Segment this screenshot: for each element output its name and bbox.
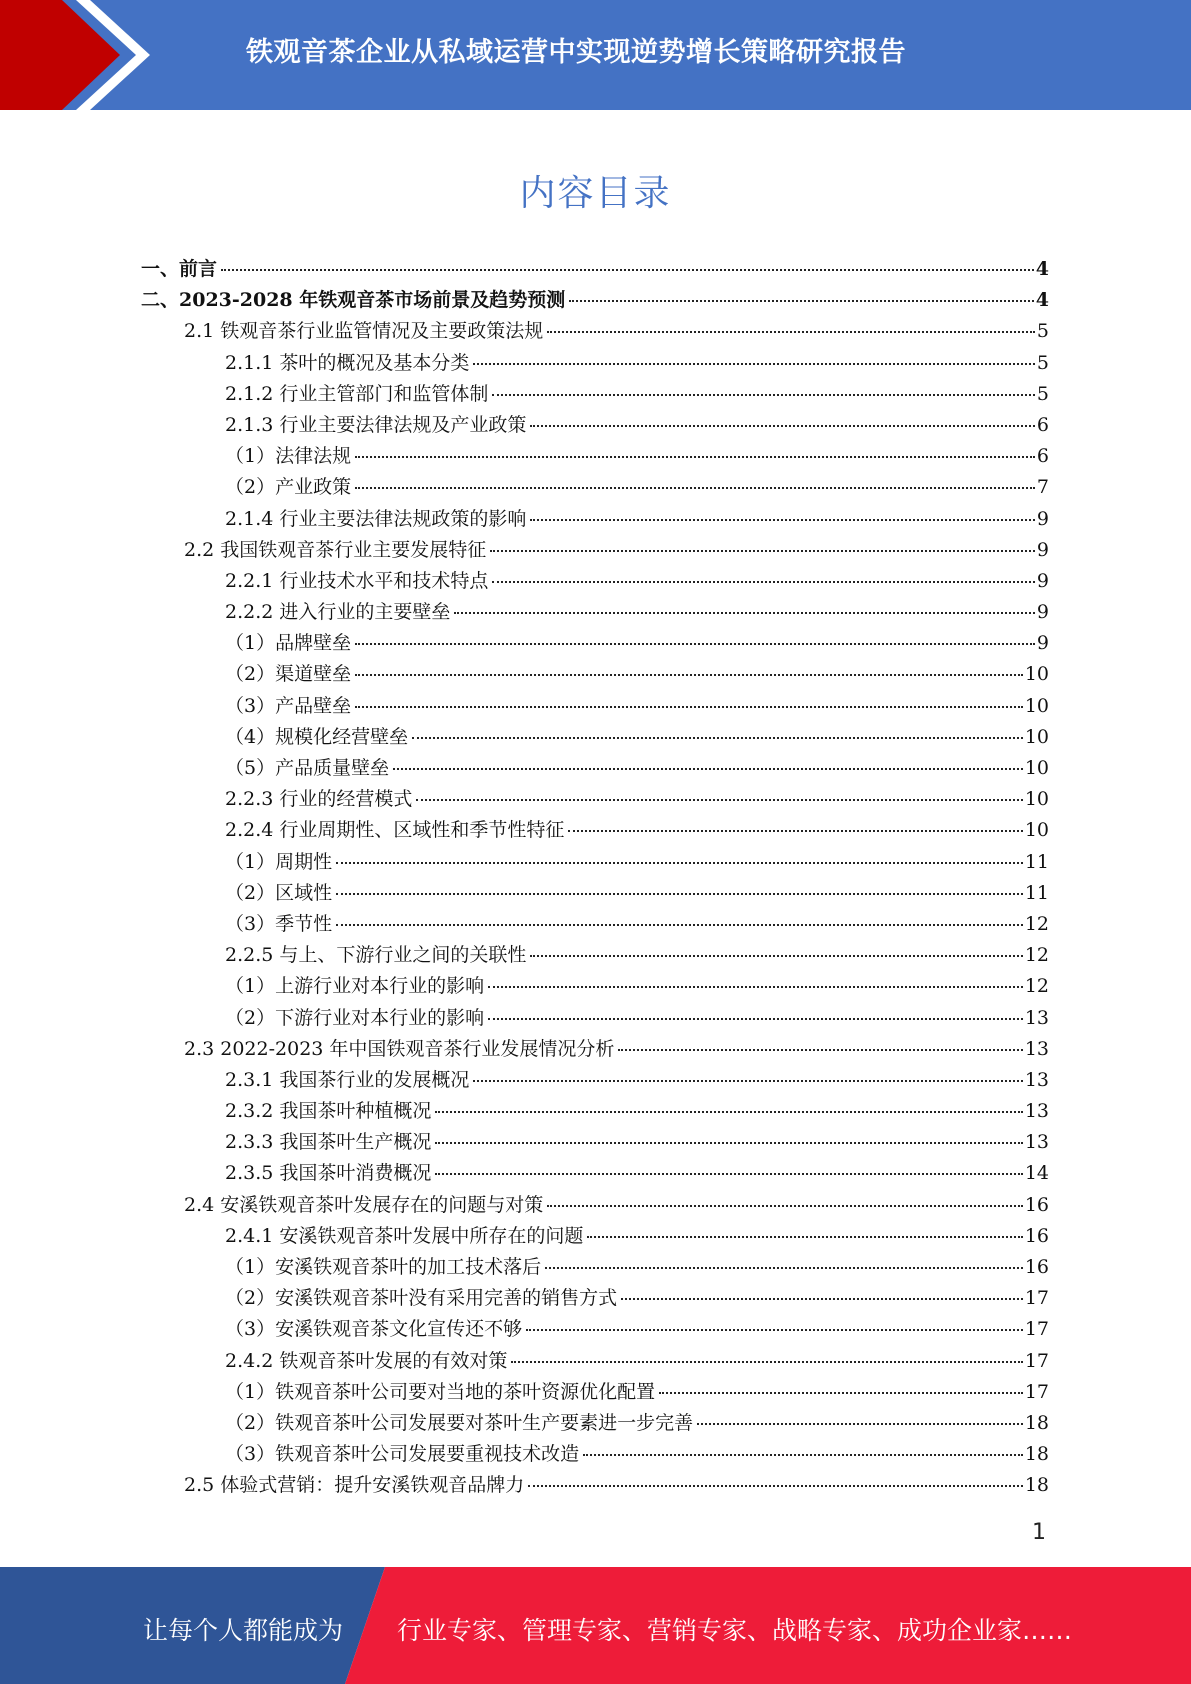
toc-entry-label: （3）安溪铁观音茶文化宣传还不够 (225, 1318, 523, 1341)
toc-dot-leader (454, 612, 1035, 614)
toc-entry-page: 11 (1024, 881, 1049, 904)
toc-dot-leader (416, 799, 1022, 801)
toc-entry-page: 5 (1036, 382, 1049, 405)
toc-entry-page: 5 (1036, 351, 1049, 374)
toc-entry-label: （1）铁观音茶叶公司要对当地的茶叶资源优化配置 (225, 1380, 656, 1403)
toc-entry-label: （4）规模化经营壁垒 (225, 725, 409, 748)
toc-entry-page: 6 (1036, 445, 1049, 468)
toc-entry[interactable] (141, 1408, 1049, 1439)
toc-entry-page: 10 (1024, 663, 1049, 686)
toc-entry[interactable] (141, 441, 1049, 472)
toc-entry-label: 2.2.4 行业周期性、区域性和季节性特征 (225, 819, 565, 842)
toc-entry[interactable] (141, 472, 1049, 503)
toc-entry[interactable] (141, 1314, 1049, 1345)
toc-dot-leader (511, 1361, 1022, 1363)
toc-entry-page: 16 (1024, 1256, 1049, 1278)
toc-entry[interactable] (141, 659, 1049, 690)
toc-dot-leader (355, 706, 1023, 708)
page-number: 1 (1032, 1520, 1046, 1545)
toc-entry-page: 10 (1024, 757, 1049, 779)
toc-entry-label: （2）下游行业对本行业的影响 (225, 1006, 485, 1029)
toc-entry-label: 2.1.1 茶叶的概况及基本分类 (225, 351, 470, 374)
toc-entry[interactable] (141, 1377, 1049, 1408)
toc-entry-page: 7 (1036, 476, 1049, 499)
toc-entry-page: 12 (1024, 944, 1049, 967)
toc-entry-label: 2.2 我国铁观音茶行业主要发展特征 (184, 538, 487, 561)
toc-entry[interactable] (141, 316, 1049, 347)
toc-entry-label: （2）渠道壁垒 (225, 663, 352, 686)
toc-entry-page: 11 (1024, 850, 1049, 873)
toc-entry-label: （1）上游行业对本行业的影响 (225, 975, 485, 998)
toc-entry[interactable] (141, 1190, 1049, 1221)
toc-entry-page: 6 (1036, 413, 1049, 436)
toc-entry[interactable] (141, 784, 1049, 815)
toc-entry-label: （1）周期性 (225, 850, 333, 873)
toc-dot-leader (547, 331, 1035, 333)
toc-entry-page: 13 (1024, 1006, 1049, 1029)
toc-entry-label: （1）法律法规 (225, 445, 352, 468)
toc-entry-page: 9 (1036, 569, 1049, 592)
toc-entry-label: （3）季节性 (225, 912, 333, 935)
report-title: 铁观音茶企业从私域运营中实现逆势增长策略研究报告 (246, 37, 906, 68)
toc-entry[interactable] (141, 535, 1049, 566)
toc-entry[interactable] (141, 1221, 1049, 1252)
toc-entry-page: 10 (1024, 725, 1049, 748)
toc-entry-page: 17 (1024, 1349, 1049, 1372)
toc-entry-label: 2.3.1 我国茶行业的发展概况 (225, 1068, 470, 1091)
toc-entry-label: （2）安溪铁观音茶叶没有采用完善的销售方式 (225, 1287, 618, 1310)
toc-entry[interactable] (141, 722, 1049, 753)
toc-entry-page: 18 (1024, 1411, 1049, 1434)
toc-entry-page: 14 (1024, 1162, 1049, 1185)
footer-slogan-right: 行业专家、管理专家、营销专家、战略专家、成功企业家…… (397, 1616, 1073, 1645)
toc-entry-label: 2.2.2 进入行业的主要壁垒 (225, 601, 451, 624)
toc-entry[interactable] (141, 815, 1049, 846)
toc-entry-label: 2.4 安溪铁观音茶叶发展存在的问题与对策 (184, 1193, 544, 1216)
toc-entry-label: （5）产品质量壁垒 (225, 757, 390, 779)
toc-entry-page: 10 (1024, 819, 1049, 842)
toc-dot-leader (659, 1392, 1023, 1394)
toc-dot-leader (530, 425, 1035, 427)
toc-dot-leader (435, 1111, 1022, 1113)
toc-entry-label: 2.3.2 我国茶叶种植概况 (225, 1100, 432, 1123)
toc-dot-leader (530, 955, 1022, 957)
page-footer (0, 1567, 1191, 1684)
toc-entry[interactable] (141, 348, 1049, 379)
toc-entry-page: 13 (1024, 1068, 1049, 1091)
toc-entry-page: 9 (1036, 632, 1049, 655)
toc-dot-leader (530, 519, 1035, 521)
toc-dot-leader (697, 1423, 1023, 1425)
toc-dot-leader (490, 550, 1035, 552)
toc-entry-label: （2）区域性 (225, 881, 333, 904)
toc-entry-label: 2.1.4 行业主要法律法规政策的影响 (225, 507, 527, 530)
toc-dot-leader (488, 986, 1023, 988)
toc-dot-leader (473, 363, 1035, 365)
toc-entry[interactable] (141, 1127, 1049, 1158)
toc-entry[interactable] (141, 1003, 1049, 1034)
toc-entry-label: 2.2.5 与上、下游行业之间的关联性 (225, 944, 527, 967)
toc-entry-label: （3）产品壁垒 (225, 694, 352, 717)
toc-entry-page: 13 (1024, 1037, 1049, 1060)
toc-dot-leader (545, 1267, 1023, 1269)
toc-entry-page: 17 (1024, 1318, 1049, 1341)
toc-entry-label: （2）产业政策 (225, 476, 352, 499)
toc-entry[interactable] (141, 1096, 1049, 1127)
toc-dot-leader (568, 830, 1022, 832)
toc-entry[interactable] (141, 1034, 1049, 1065)
page-header (0, 0, 1191, 110)
toc-dot-leader (569, 300, 1034, 302)
toc-dot-leader (355, 456, 1035, 458)
toc-dot-leader (618, 1049, 1022, 1051)
toc-entry[interactable] (141, 566, 1049, 597)
toc-dot-leader (547, 1205, 1023, 1207)
toc-dot-leader (526, 1329, 1023, 1331)
footer-slogan-left: 让每个人都能成为 (143, 1616, 344, 1645)
toc-dot-leader (528, 1485, 1023, 1487)
toc-entry[interactable] (141, 504, 1049, 535)
toc-entry[interactable] (141, 1439, 1049, 1470)
toc-dot-leader (492, 394, 1035, 396)
toc-entry-label: 一、前言 (141, 258, 218, 280)
toc-entry[interactable] (141, 691, 1049, 722)
toc-entry-label: （3）铁观音茶叶公司发展要重视技术改造 (225, 1443, 580, 1466)
toc-entry[interactable] (141, 379, 1049, 410)
toc-dot-leader (488, 1018, 1023, 1020)
toc-entry[interactable] (141, 878, 1049, 909)
toc-entry[interactable] (141, 1346, 1049, 1377)
toc-dot-leader (355, 674, 1023, 676)
toc-entry-page: 13 (1024, 1131, 1049, 1154)
toc-dot-leader (412, 737, 1023, 739)
toc-entry-page: 17 (1024, 1287, 1049, 1310)
toc-entry-page: 4 (1035, 258, 1049, 280)
toc-entry-page: 10 (1024, 788, 1049, 811)
toc-dot-leader (336, 893, 1023, 895)
toc-entry-page: 9 (1036, 538, 1049, 561)
toc-entry-label: （2）铁观音茶叶公司发展要对茶叶生产要素进一步完善 (225, 1411, 694, 1434)
toc-entry-label: 2.2.3 行业的经营模式 (225, 788, 413, 811)
toc-dot-leader (587, 1236, 1022, 1238)
toc-entry[interactable] (141, 940, 1049, 971)
toc-entry[interactable] (141, 254, 1049, 285)
toc-dot-leader (583, 1454, 1023, 1456)
toc-entry-page: 16 (1024, 1224, 1049, 1247)
table-of-contents (141, 254, 1049, 1502)
toc-entry-page: 10 (1024, 694, 1049, 717)
toc-entry-label: 2.1.3 行业主要法律法规及产业政策 (225, 413, 527, 436)
toc-entry[interactable] (141, 1158, 1049, 1189)
toc-entry-page: 17 (1024, 1380, 1049, 1403)
toc-dot-leader (336, 862, 1023, 864)
toc-entry-label: 2.1 铁观音茶行业监管情况及主要政策法规 (184, 320, 544, 343)
toc-entry-label: 2.3.5 我国茶叶消费概况 (225, 1162, 432, 1185)
toc-entry-label: 二、2023-2028 年铁观音茶市场前景及趋势预测 (141, 289, 566, 312)
toc-entry-label: 2.4.1 安溪铁观音茶叶发展中所存在的问题 (225, 1224, 584, 1247)
toc-entry-label: 2.3 2022-2023 年中国铁观音茶行业发展情况分析 (184, 1037, 615, 1060)
toc-entry[interactable] (141, 909, 1049, 940)
toc-heading: 内容目录 (519, 173, 672, 214)
toc-entry[interactable] (141, 971, 1049, 1002)
toc-dot-leader (336, 924, 1023, 926)
toc-dot-leader (492, 581, 1035, 583)
toc-entry-page: 4 (1035, 289, 1049, 312)
toc-entry[interactable] (141, 410, 1049, 441)
toc-entry-page: 9 (1036, 507, 1049, 530)
toc-dot-leader (435, 1142, 1022, 1144)
toc-dot-leader (435, 1173, 1022, 1175)
toc-dot-leader (355, 643, 1035, 645)
toc-entry-page: 13 (1024, 1100, 1049, 1123)
toc-entry[interactable] (141, 1252, 1049, 1283)
toc-entry[interactable] (141, 753, 1049, 784)
toc-entry-label: 2.4.2 铁观音茶叶发展的有效对策 (225, 1349, 508, 1372)
toc-dot-leader (621, 1298, 1023, 1300)
toc-dot-leader (473, 1080, 1022, 1082)
toc-entry-page: 12 (1024, 975, 1049, 998)
toc-entry-page: 5 (1036, 320, 1049, 343)
toc-entry[interactable] (141, 628, 1049, 659)
toc-entry[interactable] (141, 597, 1049, 628)
toc-entry-label: 2.2.1 行业技术水平和技术特点 (225, 569, 489, 592)
toc-entry-page: 18 (1024, 1474, 1049, 1497)
toc-entry-label: （1）品牌壁垒 (225, 632, 352, 655)
toc-entry[interactable] (141, 1283, 1049, 1314)
toc-dot-leader (221, 269, 1034, 271)
toc-entry-page: 16 (1024, 1193, 1049, 1216)
toc-entry-page: 9 (1036, 601, 1049, 624)
toc-entry-label: 2.3.3 我国茶叶生产概况 (225, 1131, 432, 1154)
toc-entry-page: 12 (1024, 912, 1049, 935)
toc-entry-label: （1）安溪铁观音茶叶的加工技术落后 (225, 1256, 542, 1278)
toc-dot-leader (393, 768, 1023, 770)
toc-entry[interactable] (141, 1470, 1049, 1501)
toc-entry[interactable] (141, 1065, 1049, 1096)
toc-entry-label: 2.1.2 行业主管部门和监管体制 (225, 382, 489, 405)
toc-entry-page: 18 (1024, 1443, 1049, 1466)
toc-entry[interactable] (141, 285, 1049, 316)
toc-entry[interactable] (141, 847, 1049, 878)
toc-dot-leader (355, 487, 1035, 489)
toc-entry-label: 2.5 体验式营销：提升安溪铁观音品牌力 (184, 1474, 525, 1497)
